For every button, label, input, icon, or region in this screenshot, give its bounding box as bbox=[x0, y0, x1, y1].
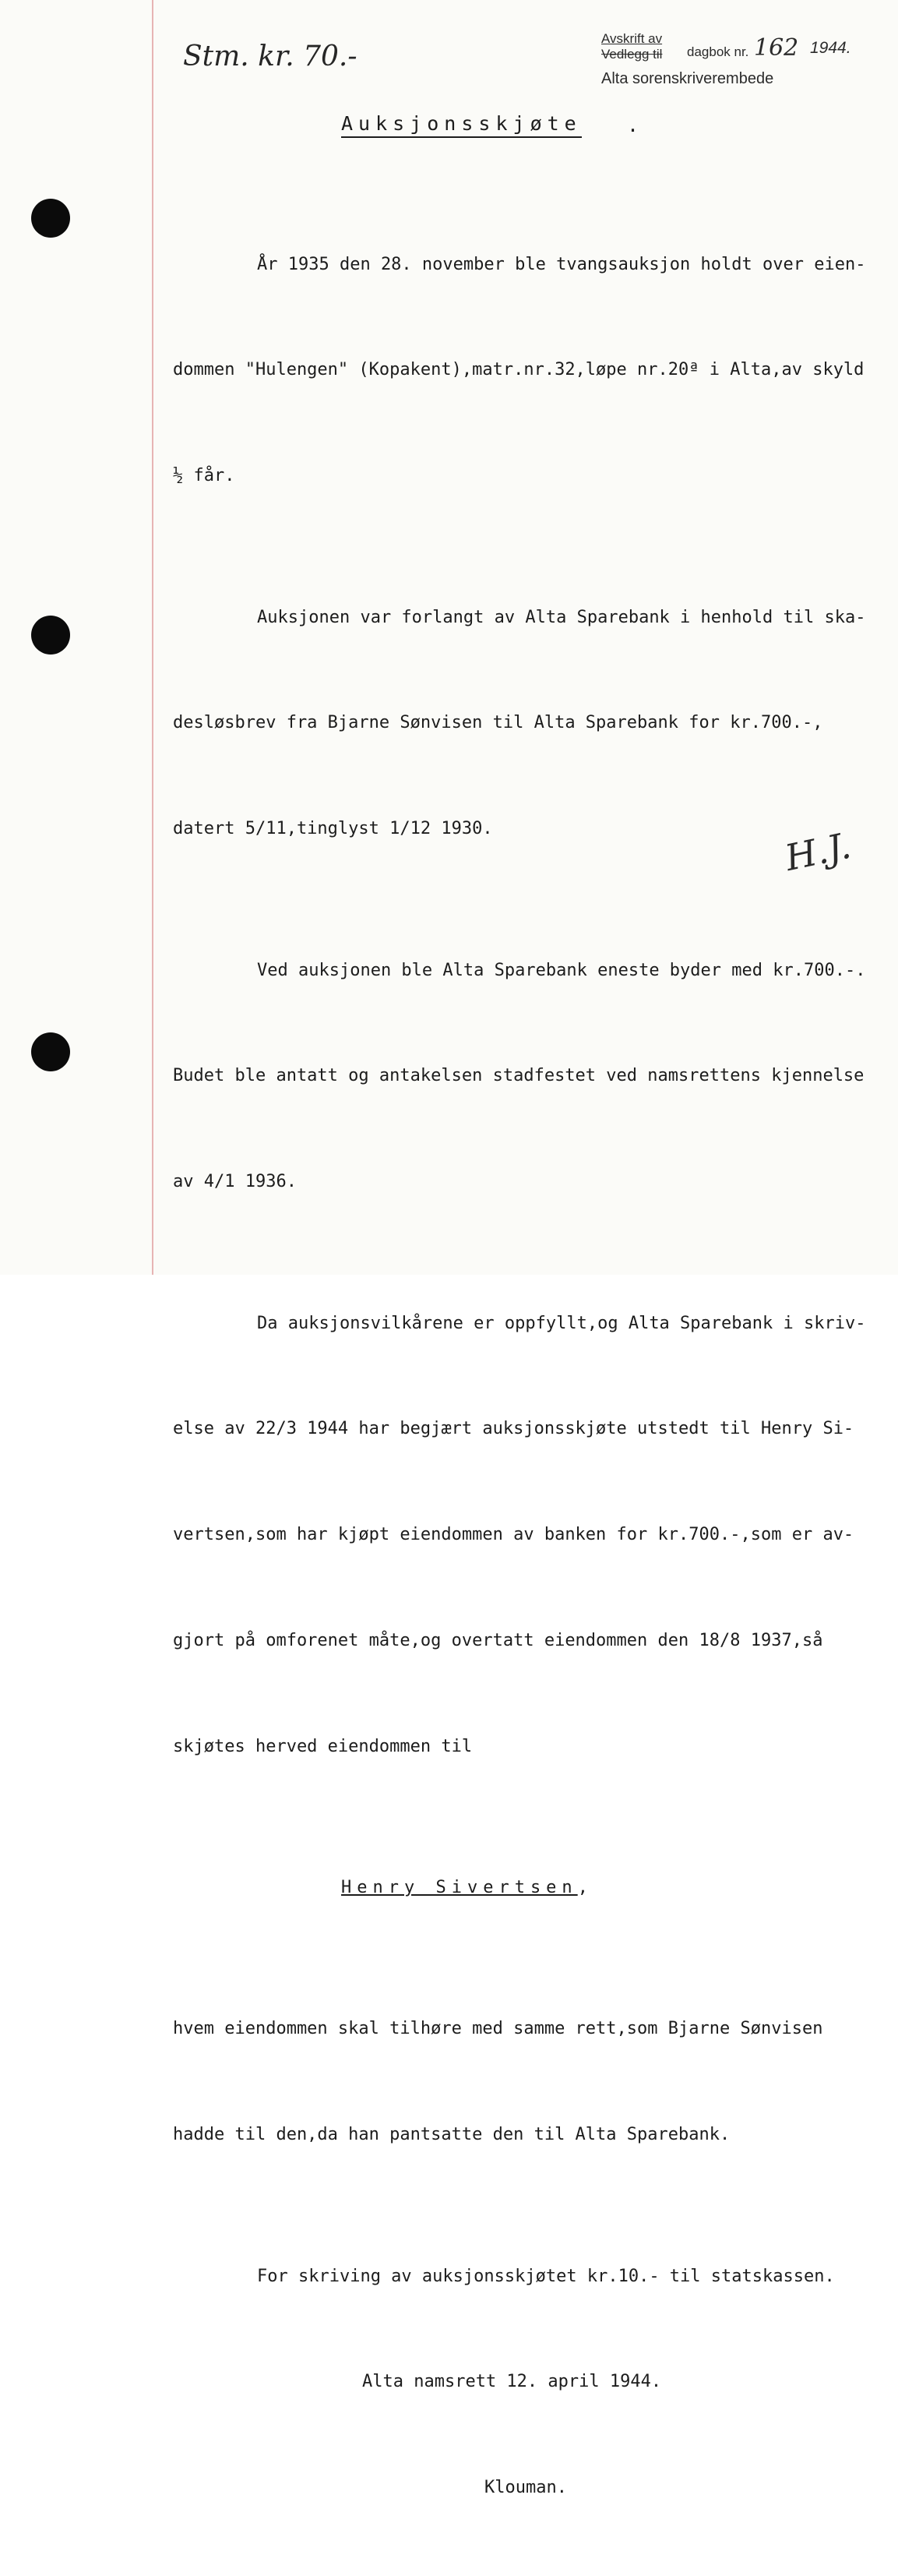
body-line: hvem eiendommen skal tilhøre med samme rett,som Bjarne Sønvisen bbox=[173, 2019, 823, 2039]
date-line: Alta namsrett 12. april 1944. bbox=[362, 2372, 662, 2392]
grantee-name: Henry Sivertsen bbox=[341, 1878, 578, 1898]
header-office: Alta sorenskriverembede bbox=[601, 70, 774, 87]
punch-hole bbox=[31, 616, 70, 655]
body-line: Da auksjonsvilkårene er oppfyllt,og Alta Sparebank i skriv- bbox=[257, 1313, 866, 1333]
body-line: ½ får. bbox=[173, 466, 235, 486]
signature: Klouman. bbox=[484, 2478, 567, 2498]
body-line: vertsen,som har kjøpt eiendommen av banken for kr.700.-,som er av- bbox=[173, 1525, 854, 1545]
body-line: datert 5/11,tinglyst 1/12 1930. bbox=[173, 819, 493, 839]
stamp-fee-handwritten: Stm. kr. 70.- bbox=[183, 41, 357, 72]
body-line: hadde til den,da han pantsatte den til Alta Sparebank. bbox=[173, 2125, 731, 2145]
punch-hole bbox=[31, 1032, 70, 1071]
body-line: desløsbrev fra Bjarne Sønvisen til Alta Sparebank for kr.700.-, bbox=[173, 713, 823, 733]
body-line: dommen "Hulengen" (Kopakent),matr.nr.32,løpe nr.20ª i Alta,av skyld bbox=[173, 360, 865, 380]
header-dagbok-label: dagbok nr. bbox=[687, 44, 749, 59]
header-copy-label: Avskrift av bbox=[601, 31, 663, 46]
header-year: 1944. bbox=[810, 39, 851, 57]
body-line: skjøtes herved eiendommen til bbox=[173, 1737, 473, 1757]
body-line: År 1935 den 28. november ble tvangsauksjon holdt over eien- bbox=[257, 254, 866, 274]
margin-rule bbox=[152, 0, 153, 1275]
header-attachment-label: Vedlegg til bbox=[601, 47, 663, 62]
grantee-line bbox=[173, 1870, 889, 1905]
handwritten-initials: H.J. bbox=[781, 824, 854, 880]
grantee-comma: , bbox=[577, 1878, 588, 1898]
body-line: Auksjonen var forlangt av Alta Sparebank i henhold til ska- bbox=[257, 607, 866, 627]
body-line: gjort på omforenet måte,og overtatt eiendommen den 18/8 1937,så bbox=[173, 1631, 823, 1651]
body-line: else av 22/3 1944 har begjært auksjonsskjøte utstedt til Henry Si- bbox=[173, 1419, 854, 1439]
body-line: Ved auksjonen ble Alta Sparebank eneste byder med kr.700.-. bbox=[257, 960, 866, 980]
document-title: Auksjonsskjøte bbox=[341, 112, 582, 138]
body-line: av 4/1 1936. bbox=[173, 1172, 297, 1192]
header-dagbok-number: 162 bbox=[754, 34, 799, 62]
punch-hole bbox=[31, 199, 70, 238]
body-line: For skriving av auksjonsskjøtet kr.10.- til statskassen. bbox=[257, 2266, 835, 2286]
document-body bbox=[173, 176, 889, 2576]
body-line: Budet ble antatt og antakelsen stadfestet ved namsrettens kjennelse bbox=[173, 1066, 865, 1086]
title-period: . bbox=[627, 114, 639, 136]
